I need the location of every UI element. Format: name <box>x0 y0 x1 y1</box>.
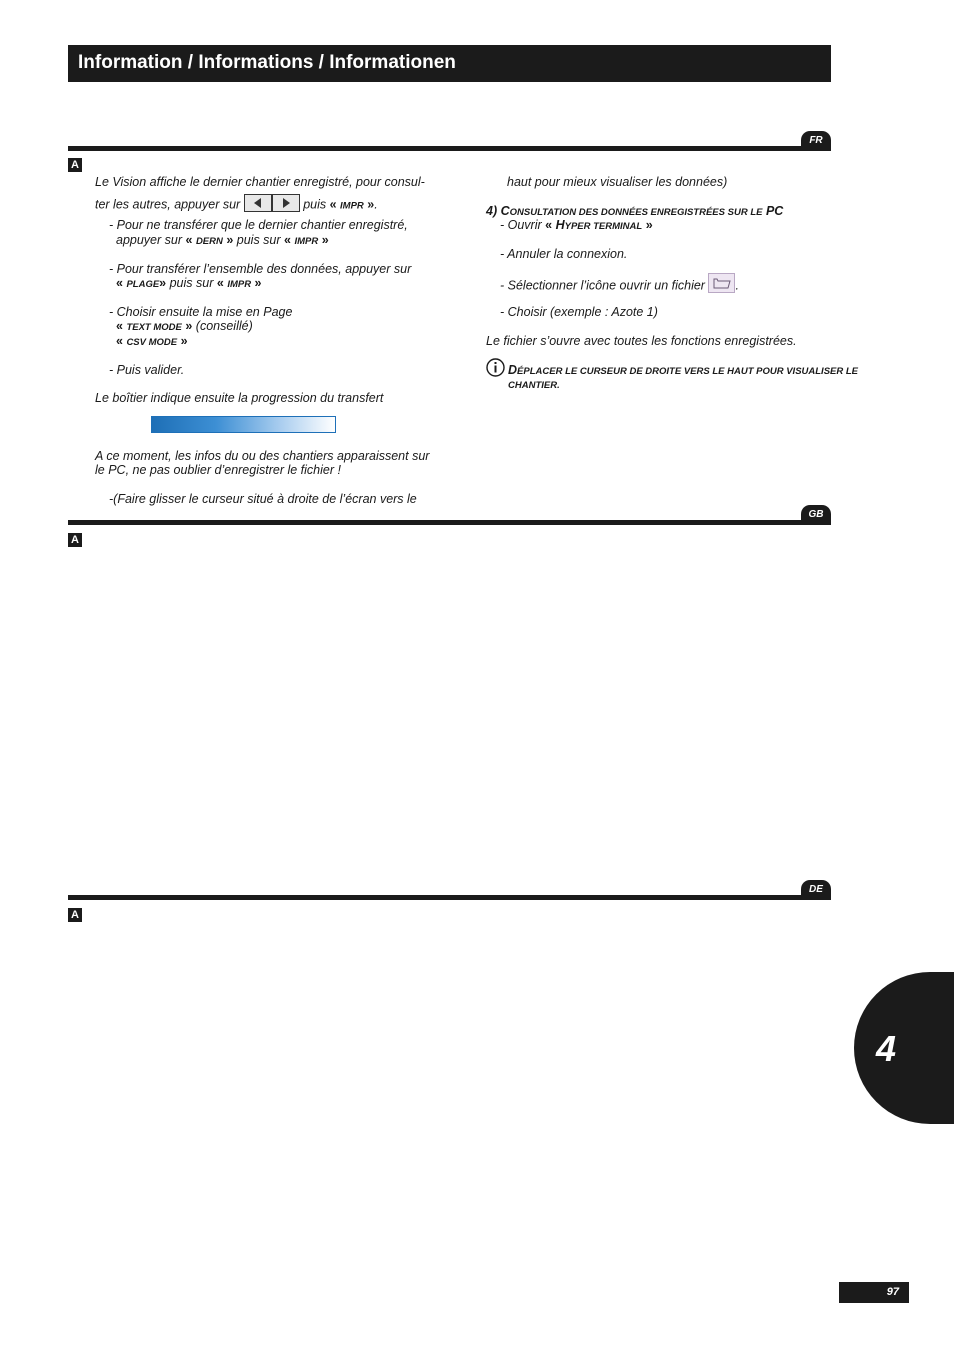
fr-step4-select: - Sélectionner l’icône ouvrir un fichier . <box>500 276 739 296</box>
dern-key: DERN <box>195 236 223 247</box>
fr-info-line2: CHANTIER. <box>508 380 560 391</box>
nav-buttons <box>244 194 300 212</box>
impr-key: IMPR <box>340 200 364 212</box>
fr-text-mode-line: « TEXT MODE » (conseillé) <box>116 319 253 333</box>
hyper-terminal-label: YPER TERMINAL <box>564 221 643 232</box>
lang-tab-de: DE <box>801 880 831 898</box>
section-rule-de <box>68 895 831 900</box>
fr-note1-line1: A ce moment, les infos du ou des chantiers apparaissent sur <box>95 449 430 463</box>
section-marker-de: A <box>68 908 82 922</box>
text-mode-option: TEXT MODE <box>126 322 182 333</box>
chapter-number: 4 <box>876 1028 897 1069</box>
fr-progress-label: Le boîtier indique ensuite la progression du transfert <box>95 391 384 405</box>
fr-bullet4: - Puis valider. <box>109 363 185 377</box>
page-number: 97 <box>839 1282 909 1303</box>
fr-result: Le fichier s’ouvre avec toutes les fonctions enregistrées. <box>486 334 797 348</box>
folder-open-icon <box>708 273 735 293</box>
section-marker-gb: A <box>68 533 82 547</box>
fr-csv-mode-line: « CSV MODE » <box>116 334 188 348</box>
fr-p1-line2: ter les autres, appuyer sur puis « IMPR ». <box>95 196 378 214</box>
page-title: Information / Informations / Informationen <box>78 52 456 73</box>
fr-info-line1: DÉPLACER LE CURSEUR DE DROITE VERS LE HAUT POUR VISUALISER LE <box>508 363 859 377</box>
info-icon <box>486 358 505 382</box>
section-marker-fr: A <box>68 158 82 172</box>
fr-col2-continuation: haut pour mieux visualiser les données) <box>507 175 728 189</box>
fr-bullet3-line1: - Choisir ensuite la mise en Page <box>109 305 293 319</box>
fr-step4-choose: - Choisir (exemple : Azote 1) <box>500 305 658 319</box>
title-bar <box>68 45 831 82</box>
fr-bullet1-line1: - Pour ne transférer que le dernier chantier enregistré, <box>109 218 408 232</box>
fr-note2-line1: -(Faire glisser le curseur situé à droite de l’écran vers le <box>109 492 417 506</box>
plage-key: PLAGE <box>126 279 160 290</box>
lang-tab-gb: GB <box>801 505 831 523</box>
fr-bullet2-line1: - Pour transférer l’ensemble des données, appuyer sur <box>109 262 412 276</box>
section-rule-fr <box>68 146 831 151</box>
csv-mode-option: CSV MODE <box>126 337 178 348</box>
fr-note1-line2: le PC, ne pas oublier d’enregistrer le fichier ! <box>95 463 341 477</box>
transfer-progress-bar <box>151 416 336 433</box>
fr-step4-heading: 4) CONSULTATION DES DONNÉES ENREGISTRÉES SUR LE PC <box>486 204 784 218</box>
fr-p1-text: ter les autres, appuyer sur <box>95 197 241 212</box>
fr-step4-cancel: - Annuler la connexion. <box>500 247 628 261</box>
lang-tab-fr: FR <box>801 131 831 149</box>
fr-bullet2-line2: « PLAGE» puis sur « IMPR » <box>116 276 262 290</box>
chapter-tab <box>854 972 954 1124</box>
fr-bullet1-line2: appuyer sur « DERN » puis sur « IMPR » <box>116 233 329 247</box>
section-rule-gb <box>68 520 831 525</box>
fr-step4-open: - Ouvrir « HYPER TERMINAL » <box>500 218 653 232</box>
fr-p1-line1: Le Vision affiche le dernier chantier enregistré, pour consul- <box>95 175 425 189</box>
